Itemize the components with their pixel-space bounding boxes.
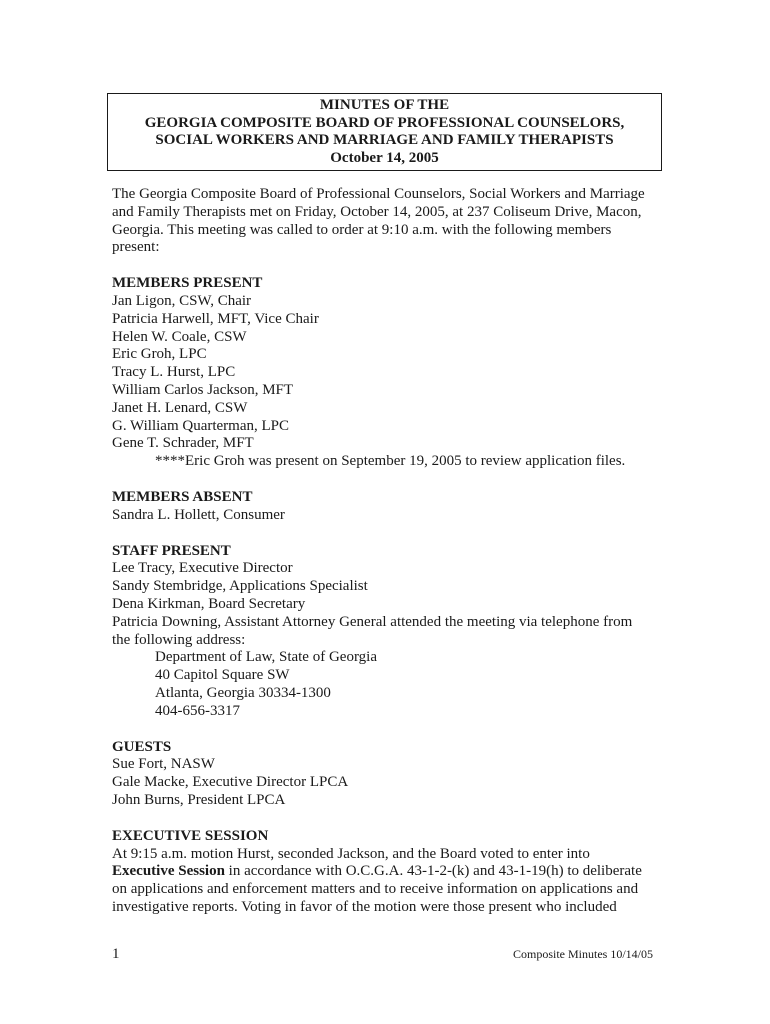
staff-line: Sandy Stembridge, Applications Specialist xyxy=(112,578,368,595)
text-line: present: xyxy=(112,239,160,256)
section-heading: MEMBERS PRESENT xyxy=(112,275,263,292)
bold-inline-text: Executive Session xyxy=(112,863,225,880)
text-line: Georgia. This meeting was called to order at 9:10 a.m. with the following members xyxy=(112,221,612,238)
section-staff-present xyxy=(112,543,668,721)
intro-paragraph xyxy=(112,186,668,257)
address-line: Department of Law, State of Georgia xyxy=(155,649,378,666)
text-line: At 9:15 a.m. motion Hurst, seconded Jackson, and the Board voted to enter into xyxy=(112,845,590,862)
member-line: Gene T. Schrader, MFT xyxy=(112,435,254,452)
section-heading: STAFF PRESENT xyxy=(112,542,231,559)
member-line: Patricia Harwell, MFT, Vice Chair xyxy=(112,310,319,327)
title-line-3: SOCIAL WORKERS AND MARRIAGE AND FAMILY THERAPISTS xyxy=(155,132,614,148)
page-number: 1 xyxy=(112,946,120,962)
title-line-2: GEORGIA COMPOSITE BOARD OF PROFESSIONAL COUNSELORS, xyxy=(144,114,625,131)
guest-line: John Burns, President LPCA xyxy=(112,791,286,808)
text-line: investigative reports. Voting in favor of the motion were those present who included xyxy=(112,898,617,915)
section-guests xyxy=(112,739,668,810)
member-line: G. William Quarterman, LPC xyxy=(112,417,290,434)
staff-line: Patricia Downing, Assistant Attorney General attended the meeting via telephone from xyxy=(112,613,633,630)
title-line-1: MINUTES OF THE xyxy=(319,97,450,113)
footer-doc-label: Composite Minutes 10/14/05 xyxy=(512,947,653,961)
page-footer xyxy=(112,946,653,964)
address-line: Atlanta, Georgia 30334-1300 xyxy=(155,684,331,701)
member-line: William Carlos Jackson, MFT xyxy=(112,381,294,398)
member-line: Eric Groh, LPC xyxy=(112,346,207,363)
text-line: on applications and enforcement matters and to receive information on applications and xyxy=(112,881,639,898)
section-members-present xyxy=(112,275,668,471)
title-line-4: October 14, 2005 xyxy=(330,149,439,166)
text-line: The Georgia Composite Board of Professional Counselors, Social Workers and Marriage xyxy=(112,186,645,202)
text-span: in accordance with O.C.G.A. 43-1-2-(k) and 43-1-19(h) to deliberate xyxy=(224,863,642,880)
section-heading: EXECUTIVE SESSION xyxy=(112,827,269,844)
guest-line: Sue Fort, NASW xyxy=(112,756,215,773)
title-box xyxy=(107,93,662,171)
text-line xyxy=(112,863,668,881)
staff-line: Lee Tracy, Executive Director xyxy=(112,560,293,577)
section-heading: GUESTS xyxy=(112,738,172,755)
member-line: Janet H. Lenard, CSW xyxy=(112,399,248,416)
members-present-note: ****Eric Groh was present on September 19, 2005 to review application files. xyxy=(155,453,626,470)
staff-line: the following address: xyxy=(112,631,246,648)
member-line: Tracy L. Hurst, LPC xyxy=(112,364,236,381)
address-line: 40 Capitol Square SW xyxy=(155,667,290,684)
member-line: Helen W. Coale, CSW xyxy=(112,328,247,345)
address-line: 404-656-3317 xyxy=(155,702,240,719)
staff-line: Dena Kirkman, Board Secretary xyxy=(112,595,306,612)
document-body xyxy=(112,186,668,917)
member-line: Jan Ligon, CSW, Chair xyxy=(112,292,252,309)
section-heading: MEMBERS ABSENT xyxy=(112,488,253,505)
text-line: and Family Therapists met on Friday, October 14, 2005, at 237 Coliseum Drive, Macon, xyxy=(112,203,642,220)
section-members-absent xyxy=(112,489,668,525)
guest-line: Gale Macke, Executive Director LPCA xyxy=(112,774,349,791)
member-line: Sandra L. Hollett, Consumer xyxy=(112,506,285,523)
section-executive-session xyxy=(112,828,668,917)
